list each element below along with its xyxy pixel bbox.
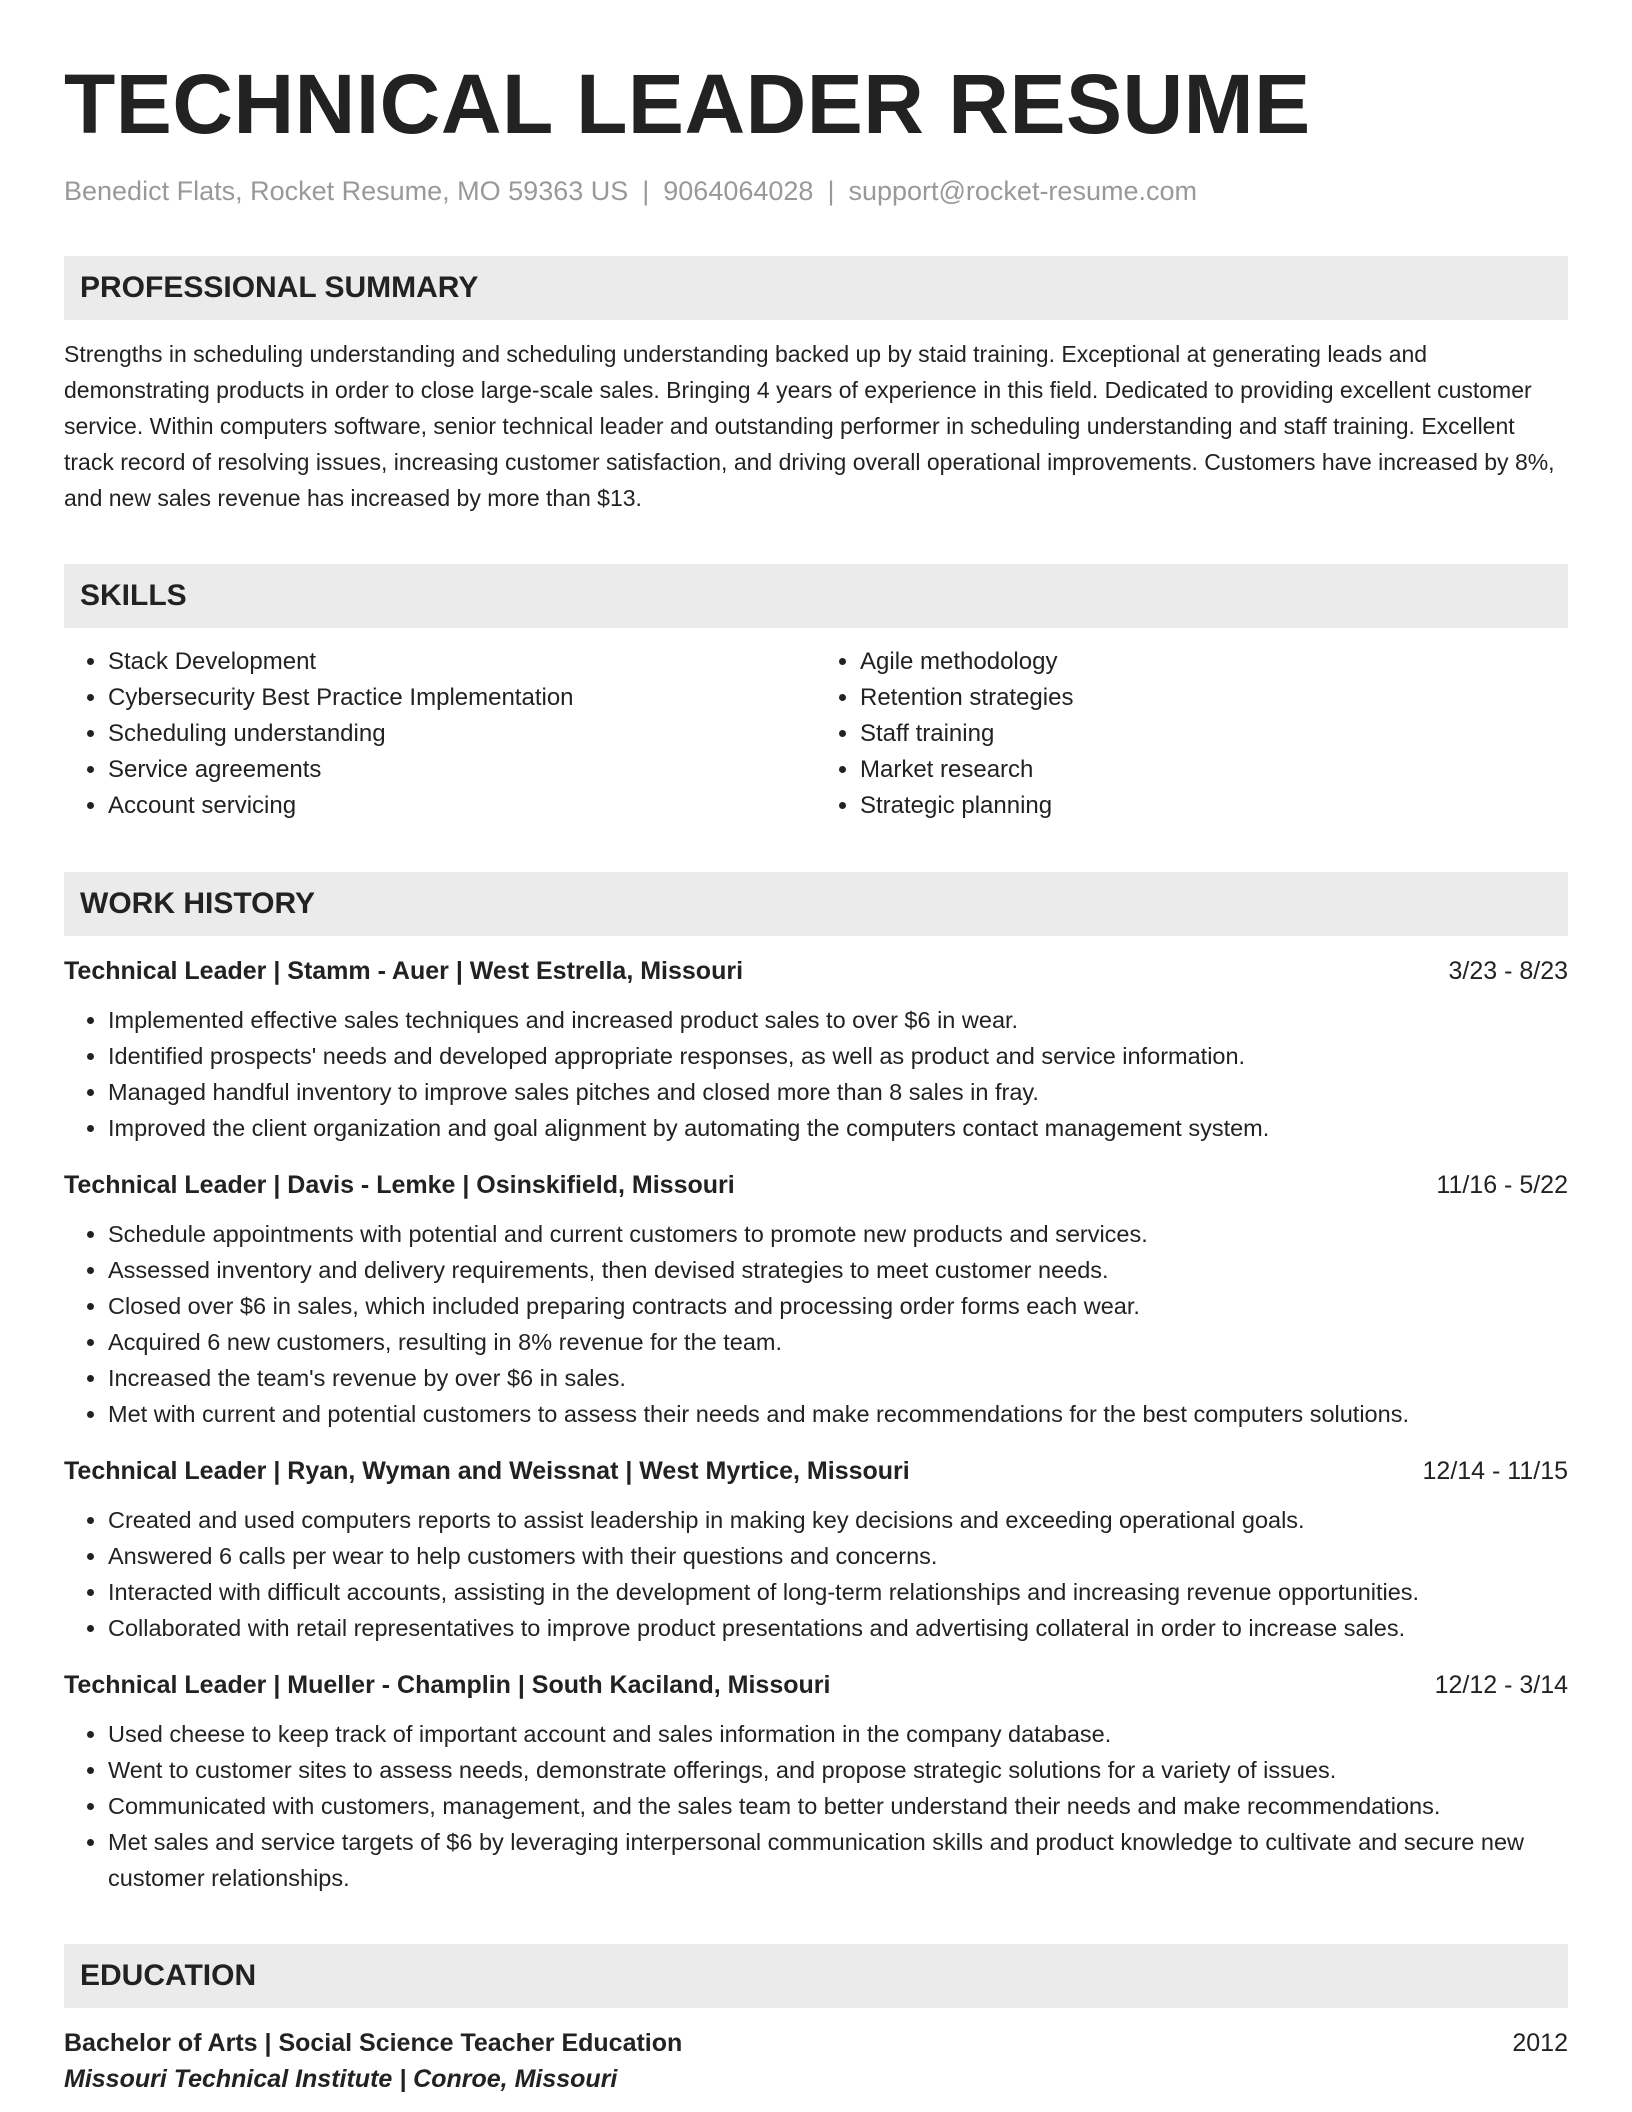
education-header xyxy=(64,2026,1568,2060)
job-dates: 12/14 - 11/15 xyxy=(1422,1457,1568,1485)
job-title: Technical Leader | Stamm - Auer | West Estrella, Missouri xyxy=(64,957,744,985)
job-entry xyxy=(64,1454,1568,1646)
skill-item: • Service agreements xyxy=(108,752,816,788)
job-header xyxy=(64,1454,1568,1488)
job-title: Technical Leader | Mueller - Champlin | South Kaciland, Missouri xyxy=(64,1671,831,1699)
page-title: TECHNICAL LEADER RESUME xyxy=(64,57,1311,151)
job-bullet: • Implemented effective sales techniques and increased product sales to over $6 in wear. xyxy=(108,1002,1568,1038)
job-bullets xyxy=(64,1216,1568,1432)
contact-email: support@rocket-resume.com xyxy=(848,176,1197,206)
job-bullet: • Acquired 6 new customers, resulting in 8% revenue for the team. xyxy=(108,1324,1568,1360)
skill-item: • Staff training xyxy=(860,716,1568,752)
job-bullet: • Identified prospects' needs and developed appropriate responses, as well as product and service information. xyxy=(108,1038,1568,1074)
skills-heading: SKILLS xyxy=(64,564,1568,628)
skill-item: • Market research xyxy=(860,752,1568,788)
contact-phone: 9064064028 xyxy=(663,176,814,206)
job-bullet: • Closed over $6 in sales, which included preparing contracts and processing order forms each wear. xyxy=(108,1288,1568,1324)
work-history-list xyxy=(64,954,1568,1896)
job-title: Technical Leader | Davis - Lemke | Osinskifield, Missouri xyxy=(64,1171,735,1199)
job-dates: 3/23 - 8/23 xyxy=(1448,957,1568,985)
skill-item: • Account servicing xyxy=(108,788,816,824)
education-entry xyxy=(64,2026,1568,2096)
job-bullet: • Communicated with customers, management, and the sales team to better understand their needs and make recommendations. xyxy=(108,1788,1568,1824)
job-header xyxy=(64,954,1568,988)
job-header xyxy=(64,1168,1568,1202)
skill-item: • Stack Development xyxy=(108,644,816,680)
job-bullets xyxy=(64,1002,1568,1146)
summary-text: Strengths in scheduling understanding and scheduling understanding backed up by staid training. Exceptional at generating leads and demonstrating products in order to close large-scale sales. Bringing 4 years of experience in this field. Dedicated to providing excellent customer service. Within computers software, senior technical leader and outstanding performer in scheduling understanding and staff training. Excellent track record of resolving issues, increasing customer satisfaction, and driving overall operational improvements. Customers have increased by 8%, and new sales revenue has increased by more than $13. xyxy=(64,341,1555,511)
skill-item: • Strategic planning xyxy=(860,788,1568,824)
job-bullet: • Managed handful inventory to improve sales pitches and closed more than 8 sales in fray. xyxy=(108,1074,1568,1110)
education-heading: EDUCATION xyxy=(64,1944,1568,2008)
job-bullet: • Assessed inventory and delivery requirements, then devised strategies to meet customer needs. xyxy=(108,1252,1568,1288)
job-bullet: • Went to customer sites to assess needs, demonstrate offerings, and propose strategic solutions for a variety of issues. xyxy=(108,1752,1568,1788)
job-bullet: • Used cheese to keep track of important account and sales information in the company database. xyxy=(108,1716,1568,1752)
job-bullet: • Met sales and service targets of $6 by leveraging interpersonal communication skills and product knowledge to cultivate and secure new customer relationships. xyxy=(108,1824,1568,1896)
school-name: Missouri Technical Institute | Conroe, Missouri xyxy=(64,2065,618,2093)
job-bullet: • Created and used computers reports to assist leadership in making key decisions and exceeding operational goals. xyxy=(108,1502,1568,1538)
job-bullet: • Increased the team's revenue by over $6 in sales. xyxy=(108,1360,1568,1396)
graduation-year: 2012 xyxy=(1512,2029,1568,2057)
contact-separator: | xyxy=(642,176,650,206)
skill-item: • Retention strategies xyxy=(860,680,1568,716)
degree-title: Bachelor of Arts | Social Science Teacher Education xyxy=(64,2029,683,2057)
skill-item: • Scheduling understanding xyxy=(108,716,816,752)
contact-separator: | xyxy=(827,176,835,206)
contact-line xyxy=(64,174,1568,208)
job-entry xyxy=(64,1668,1568,1896)
job-bullet: • Collaborated with retail representatives to improve product presentations and advertising collateral in order to increase sales. xyxy=(108,1610,1568,1646)
contact-address: Benedict Flats, Rocket Resume, MO 59363 US xyxy=(64,176,629,206)
skill-item: • Agile methodology xyxy=(860,644,1568,680)
job-bullet: • Schedule appointments with potential and current customers to promote new products and services. xyxy=(108,1216,1568,1252)
job-bullet: • Improved the client organization and goal alignment by automating the computers contact management system. xyxy=(108,1110,1568,1146)
skills-column-left xyxy=(64,644,816,824)
job-dates: 12/12 - 3/14 xyxy=(1434,1671,1568,1699)
skills-list xyxy=(64,644,1568,824)
job-entry xyxy=(64,1168,1568,1432)
job-bullet: • Interacted with difficult accounts, assisting in the development of long-term relationships and increasing revenue opportunities. xyxy=(108,1574,1568,1610)
job-entry xyxy=(64,954,1568,1146)
job-bullet: • Answered 6 calls per wear to help customers with their questions and concerns. xyxy=(108,1538,1568,1574)
skill-item: • Cybersecurity Best Practice Implementation xyxy=(108,680,816,716)
job-bullets xyxy=(64,1502,1568,1646)
summary-heading: PROFESSIONAL SUMMARY xyxy=(64,256,1568,320)
job-bullets xyxy=(64,1716,1568,1896)
skills-column-right xyxy=(816,644,1568,824)
job-title: Technical Leader | Ryan, Wyman and Weissnat | West Myrtice, Missouri xyxy=(64,1457,910,1485)
job-bullet: • Met with current and potential customers to assess their needs and make recommendations for the best computers solutions. xyxy=(108,1396,1568,1432)
job-header xyxy=(64,1668,1568,1702)
work-history-heading: WORK HISTORY xyxy=(64,872,1568,936)
job-dates: 11/16 - 5/22 xyxy=(1436,1171,1568,1199)
